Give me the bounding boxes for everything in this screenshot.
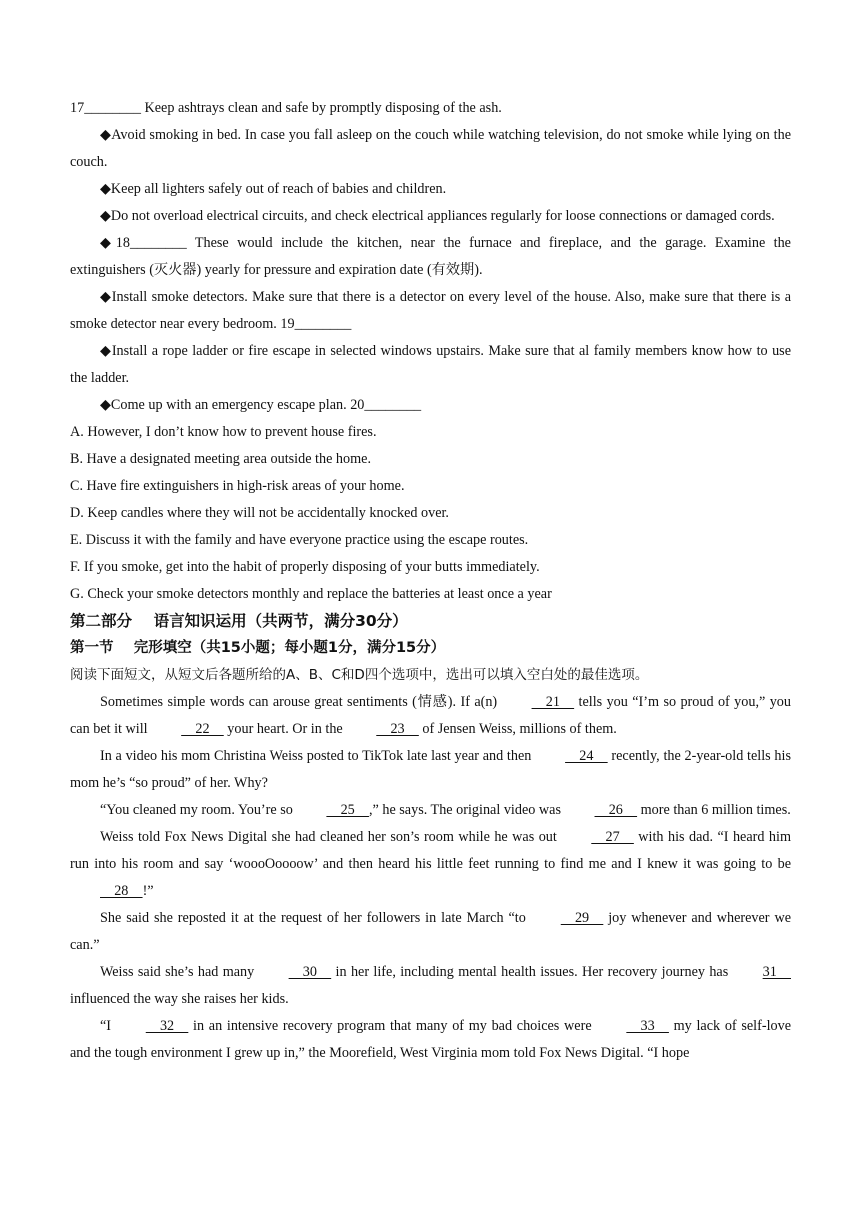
text-run: Weiss told Fox News Digital she had cleaned her son’s room while he was out bbox=[100, 829, 562, 845]
cloze-paragraph-3 bbox=[70, 797, 791, 824]
text-run: in her life, including mental health issues. Her recovery journey has bbox=[331, 964, 733, 980]
option-f: F. If you smoke, get into the habit of properly disposing of your butts immediately. bbox=[70, 559, 540, 575]
text-run: of Jensen Weiss, millions of them. bbox=[418, 721, 617, 737]
text-run: Weiss said she’s had many bbox=[100, 964, 259, 980]
blank-21[interactable]: 21 bbox=[531, 694, 575, 710]
section-1-title: 第一节 完形填空（共15小题；每小题1分，满分15分） bbox=[70, 640, 446, 656]
question-17 bbox=[70, 95, 791, 122]
text-run: my lack of self-love and the tough environment I grew up in,” the Moorefield, West Virginia mom told Fox News Digital. “I hope bbox=[70, 1018, 791, 1061]
text-run: In a video his mom Christina Weiss posted to TikTok late last year and then bbox=[100, 748, 536, 764]
text-run: with his dad. “I heard him run into his room and say ‘woooOoooow’ and then heard his little feet running to find me and I knew it was going to be bbox=[70, 829, 791, 872]
cloze-paragraph-2 bbox=[70, 743, 791, 797]
option-a: A. However, I don’t know how to prevent house fires. bbox=[70, 424, 377, 440]
blank-28[interactable]: 28 bbox=[100, 883, 143, 899]
blank-20[interactable]: 20________ bbox=[350, 397, 422, 413]
tip-lighters: ◆Keep all lighters safely out of reach of babies and children. bbox=[100, 181, 447, 197]
text-run: Sometimes simple words can arouse great sentiments (情感). If a(n) bbox=[100, 694, 502, 710]
text-run: more than 6 million times. bbox=[637, 802, 791, 818]
option-b: B. Have a designated meeting area outside the home. bbox=[70, 451, 371, 467]
cloze-paragraph-7 bbox=[70, 1013, 791, 1067]
part-2-title: 第二部分 语言知识运用（共两节，满分30分） bbox=[70, 612, 408, 630]
blank-27[interactable]: 27 bbox=[591, 829, 634, 845]
option-g: G. Check your smoke detectors monthly and replace the batteries at least once a year bbox=[70, 586, 552, 602]
text-run: your heart. Or in the bbox=[223, 721, 347, 737]
text-run: joy whenever and wherever we can.” bbox=[70, 910, 791, 953]
text-run: “I bbox=[100, 1018, 116, 1034]
blank-25[interactable]: 25 bbox=[326, 802, 369, 818]
question-17-text: Keep ashtrays clean and safe by promptly disposing of the ash. bbox=[140, 100, 502, 116]
blank-30[interactable]: 30 bbox=[288, 964, 332, 980]
tip-smoking: ◆Avoid smoking in bed. In case you fall asleep on the couch while watching television, do not smoke while lying on the couch. bbox=[70, 127, 791, 170]
cloze-paragraph-4 bbox=[70, 824, 791, 905]
blank-29[interactable]: 29 bbox=[560, 910, 604, 926]
cloze-paragraph-5 bbox=[70, 905, 791, 959]
text-run: in an intensive recovery program that many of my bad choices were bbox=[188, 1018, 597, 1034]
text-run: “You cleaned my room. You’re so bbox=[100, 802, 297, 818]
text-run: recently, the 2-year-old tells his mom he’s “so proud” of her. Why? bbox=[70, 748, 791, 791]
tip-plan bbox=[70, 392, 791, 419]
blank-22[interactable]: 22 bbox=[181, 721, 224, 737]
option-e: E. Discuss it with the family and have everyone practice using the escape routes. bbox=[70, 532, 529, 548]
text-run: influenced the way she raises her kids. bbox=[70, 991, 289, 1007]
cloze-paragraph-6 bbox=[70, 959, 791, 1013]
option-c: C. Have fire extinguishers in high-risk areas of your home. bbox=[70, 478, 405, 494]
cloze-paragraph-1 bbox=[70, 689, 791, 743]
blank-23[interactable]: 23 bbox=[376, 721, 419, 737]
text-run: tells you “I’m so proud of you,” you can bet it will bbox=[70, 694, 791, 737]
text-run: ,” he says. The original video was bbox=[368, 802, 565, 818]
blank-18[interactable]: ◆18________ bbox=[100, 235, 187, 251]
tip-ladder: ◆Install a rope ladder or fire escape in selected windows upstairs. Make sure that al family members know how to use the ladder. bbox=[70, 343, 791, 386]
tip-plan-text: ◆Come up with an emergency escape plan. bbox=[100, 397, 351, 413]
blank-31[interactable]: 31 bbox=[762, 964, 791, 980]
blank-32[interactable]: 32 bbox=[145, 1018, 189, 1034]
blank-33[interactable]: 33 bbox=[626, 1018, 669, 1034]
blank-19[interactable]: 19________ bbox=[280, 316, 352, 332]
option-d: D. Keep candles where they will not be accidentally knocked over. bbox=[70, 505, 449, 521]
tip-18-text: These would include the kitchen, near the furnace and fireplace, and the garage. Examine the extinguishers (灭火器) yearly for pressure and expiration date (有效期). bbox=[70, 235, 791, 278]
text-run: She said she reposted it at the request of her followers in late March “to bbox=[100, 910, 531, 926]
cloze-instruction: 阅读下面短文，从短文后各题所给的A、B、C和D四个选项中，选出可以填入空白处的最佳选项。 bbox=[70, 667, 649, 683]
tip-detectors-text: ◆Install smoke detectors. Make sure that there is a detector on every level of the house. Also, make sure that there is a smoke detector near every bedroom. bbox=[70, 289, 791, 332]
tip-detectors bbox=[70, 284, 791, 338]
blank-17[interactable]: 17________ bbox=[70, 100, 141, 116]
blank-24[interactable]: 24 bbox=[565, 748, 608, 764]
tip-electrical: ◆Do not overload electrical circuits, and check electrical appliances regularly for loose connections or damaged cords. bbox=[100, 208, 775, 224]
blank-26[interactable]: 26 bbox=[594, 802, 638, 818]
tip-18 bbox=[70, 230, 791, 284]
document-body bbox=[70, 95, 791, 1067]
text-run: !” bbox=[142, 883, 154, 899]
